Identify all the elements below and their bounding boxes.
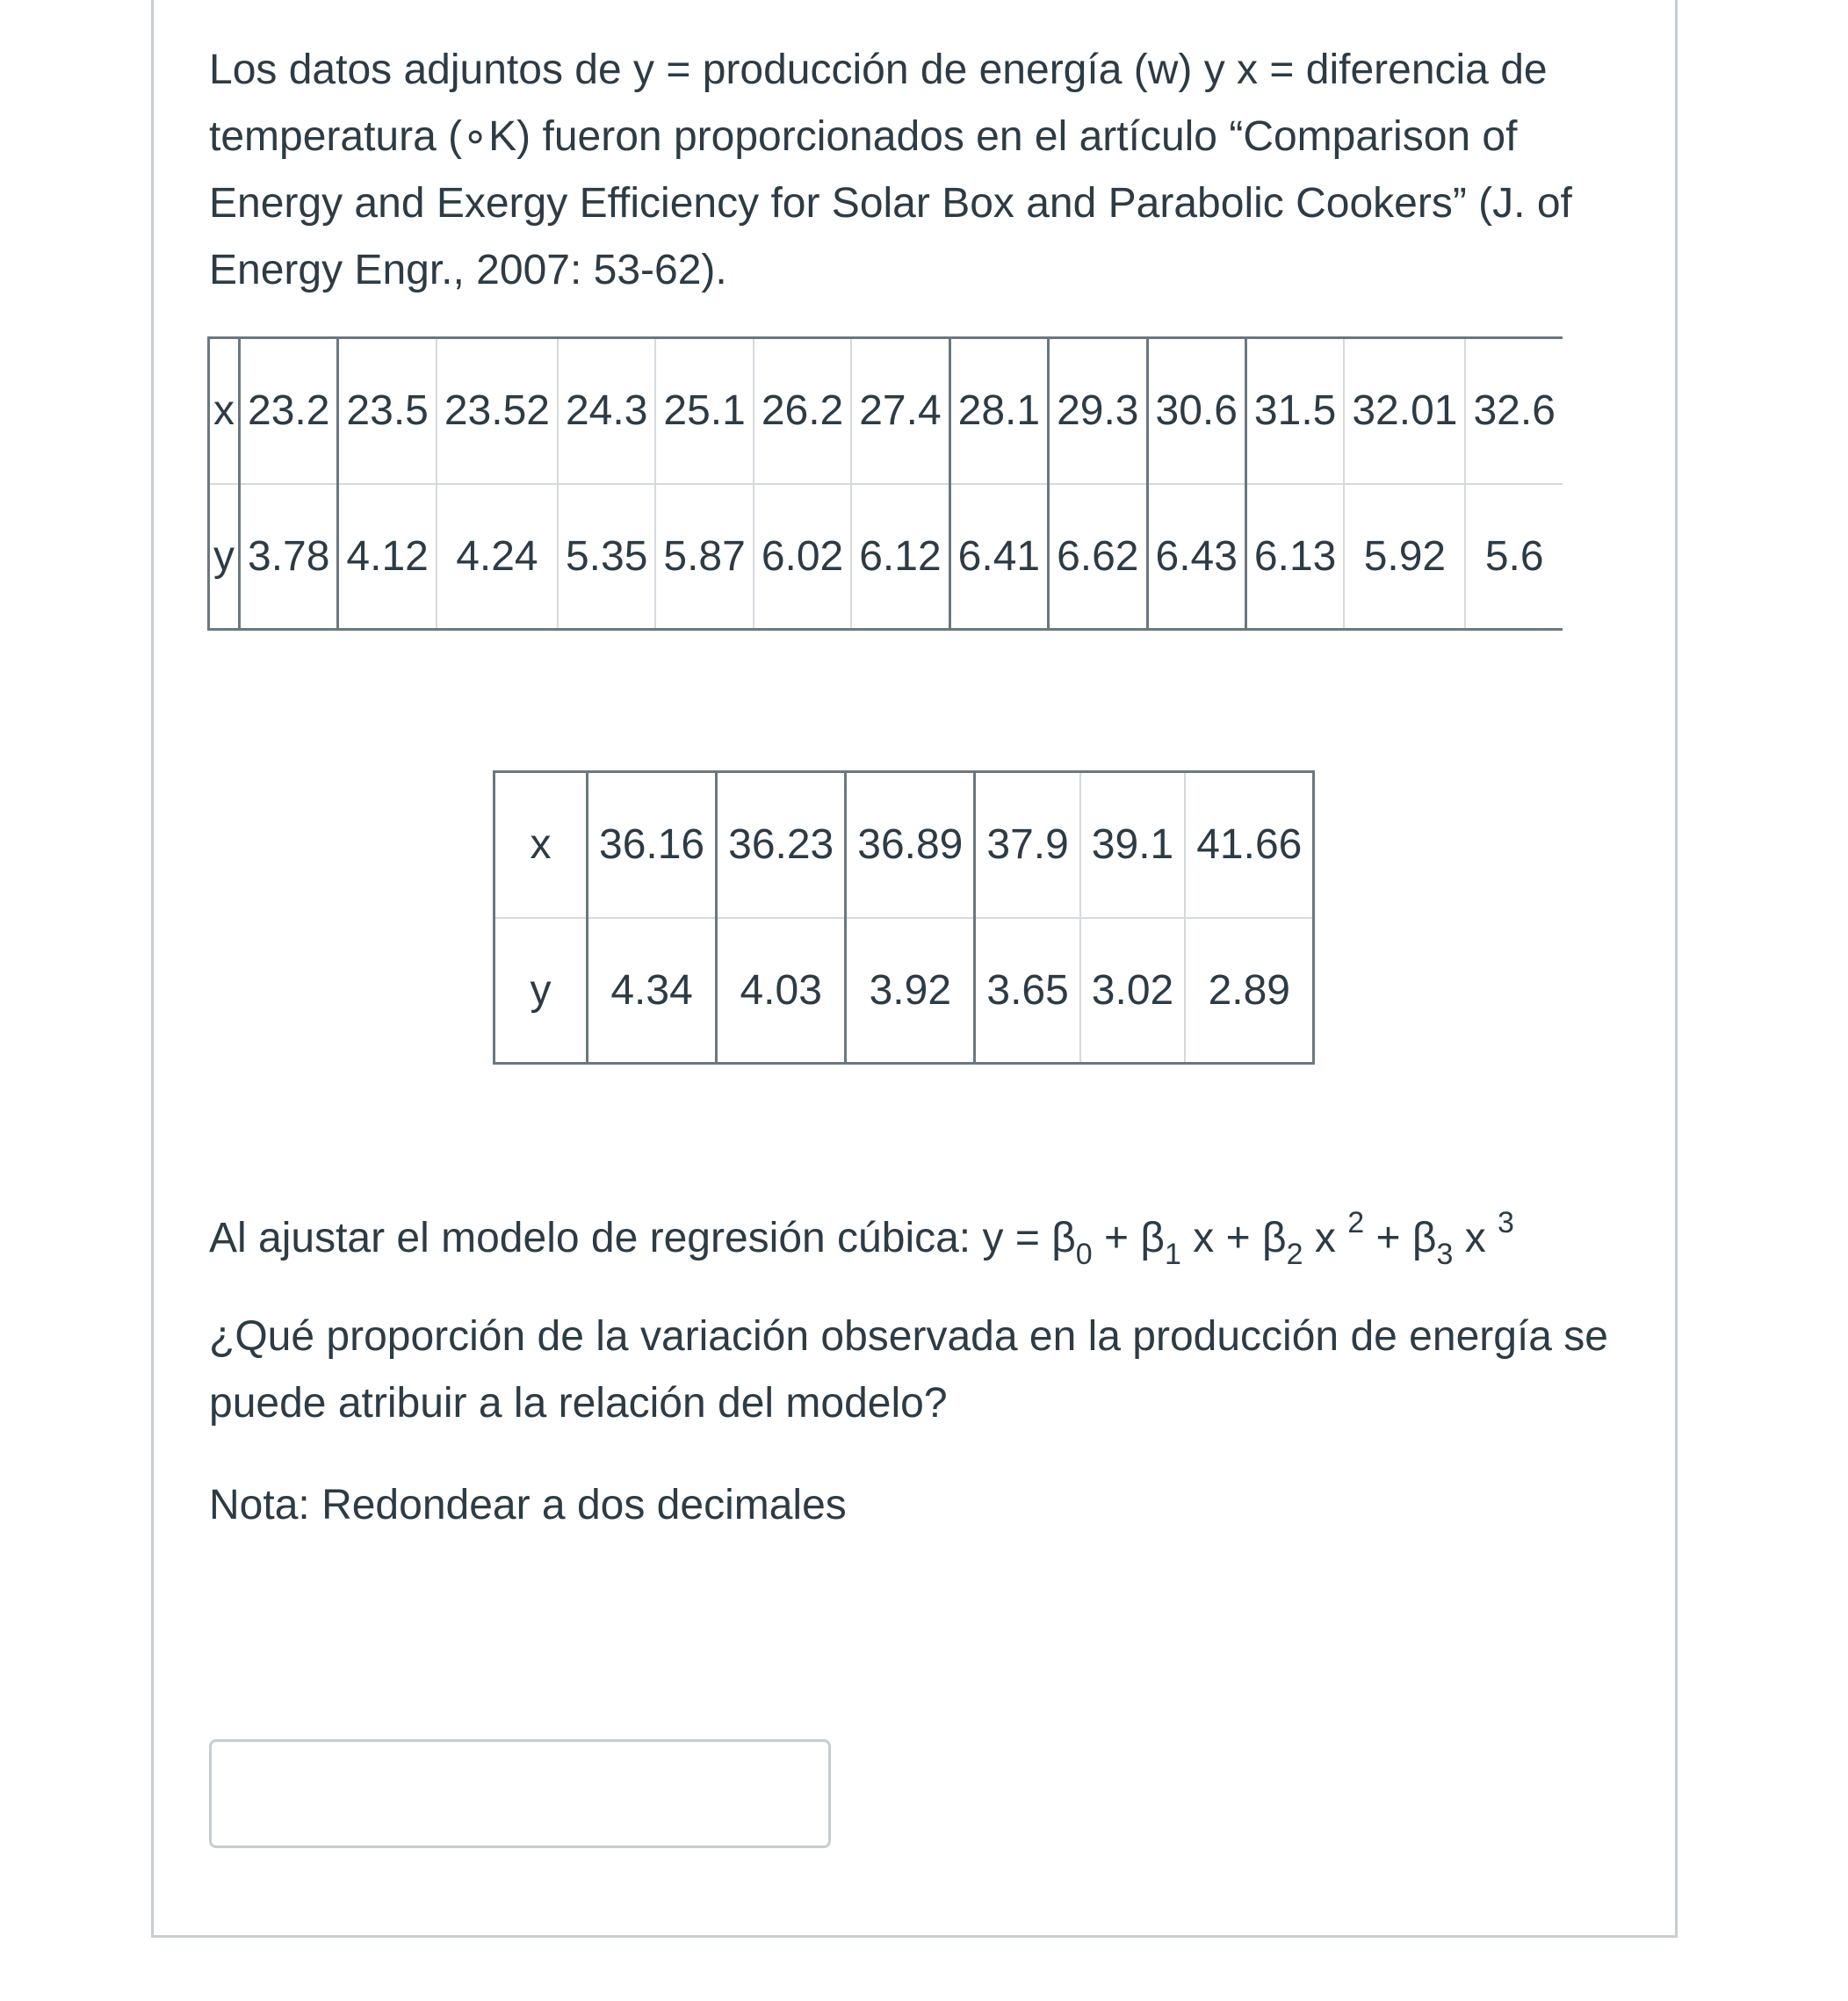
table-row-x [494, 772, 1314, 918]
table-cell: 23.2 [240, 338, 338, 484]
term-x: x + [1180, 1215, 1262, 1261]
table-cell: 6.13 [1245, 484, 1344, 630]
table-cell: 31.5 [1245, 338, 1344, 484]
table-cell: 6.62 [1049, 484, 1147, 630]
table-cell: 3.92 [846, 918, 975, 1064]
table-cell: 39.1 [1080, 772, 1185, 918]
beta-2: β [1262, 1215, 1287, 1261]
table-cell: 4.34 [588, 918, 717, 1064]
table-cell: 4.12 [338, 484, 437, 630]
plus-sign: + [1364, 1215, 1412, 1261]
table-cell: 27.4 [851, 338, 949, 484]
beta-0: β [1051, 1215, 1076, 1261]
table-cell: 24.3 [558, 338, 655, 484]
table-cell: 5.87 [655, 484, 753, 630]
beta-1: β [1140, 1215, 1166, 1261]
answer-input[interactable] [209, 1739, 831, 1848]
table-row-y [494, 918, 1314, 1064]
table-cell: 28.1 [949, 338, 1048, 484]
row-label-x: x [494, 772, 588, 918]
data-table-2-wrapper [493, 770, 1315, 1065]
table-cell: 26.2 [754, 338, 851, 484]
subscript-1: 1 [1165, 1238, 1181, 1271]
table-cell: 3.78 [240, 484, 338, 630]
table-cell: 4.24 [437, 484, 558, 630]
table-cell: 32.01 [1344, 338, 1465, 484]
beta-3: β [1411, 1215, 1437, 1261]
plus-sign: + [1092, 1215, 1141, 1261]
table-cell: 23.5 [338, 338, 437, 484]
table-cell: 36.89 [846, 772, 975, 918]
table-cell: 5.92 [1344, 484, 1465, 630]
row-label-x: x [209, 338, 240, 484]
data-table-1-viewport[interactable] [207, 336, 1620, 631]
table-cell: 4.03 [717, 918, 846, 1064]
term-x-squared: x [1303, 1215, 1348, 1261]
table-cell: 41.66 [1185, 772, 1314, 918]
subscript-3: 3 [1436, 1238, 1454, 1271]
table-cell: 5.6 [1465, 484, 1562, 630]
data-table-1 [207, 336, 1563, 631]
subscript-0: 0 [1075, 1238, 1093, 1271]
row-label-y: y [530, 966, 552, 1014]
table-cell: 6.12 [851, 484, 949, 630]
table-cell: 6.41 [949, 484, 1048, 630]
question-prompt: ¿Qué proporción de la variación observada en la producción de energía se puede atribuir a la relación del modelo? [209, 1313, 1608, 1427]
table-cell: 6.43 [1147, 484, 1245, 630]
table-row-x [209, 338, 1563, 484]
model-equation [209, 1205, 1514, 1275]
table-cell: 37.9 [975, 772, 1080, 918]
table-cell: 25.1 [655, 338, 753, 484]
question-intro: Los datos adjuntos de y = producción de energía (w) y x = diferencia de temperatura (∘K) fueron proporcionados en el artículo “Comparison of Energy and Exergy Efficiency for Solar Box and Parabolic Cookers” (J. of Energy Engr., 2007: 53-62). [209, 47, 1572, 293]
superscript-2: 2 [1347, 1206, 1365, 1239]
table-cell: 6.02 [754, 484, 851, 630]
table-cell: 3.02 [1080, 918, 1185, 1064]
subscript-2: 2 [1286, 1238, 1303, 1271]
table-cell: 2.89 [1185, 918, 1314, 1064]
data-table-2 [493, 770, 1315, 1065]
table-cell: 30.6 [1147, 338, 1245, 484]
table-cell: 36.23 [717, 772, 846, 918]
term-x-cubed: x [1453, 1215, 1498, 1261]
question-note: Nota: Redondear a dos decimales [209, 1482, 847, 1528]
table-row-y [209, 484, 1563, 630]
table-cell: 23.52 [437, 338, 558, 484]
table-cell: 29.3 [1049, 338, 1147, 484]
table-cell: 3.65 [975, 918, 1080, 1064]
model-prefix: Al ajustar el modelo de regresión cúbica: y = [209, 1215, 1052, 1261]
table-cell: 5.35 [558, 484, 655, 630]
row-label-y: y [209, 484, 240, 630]
table-cell: 36.16 [588, 772, 717, 918]
table-cell: 32.6 [1465, 338, 1562, 484]
superscript-3: 3 [1498, 1206, 1514, 1239]
